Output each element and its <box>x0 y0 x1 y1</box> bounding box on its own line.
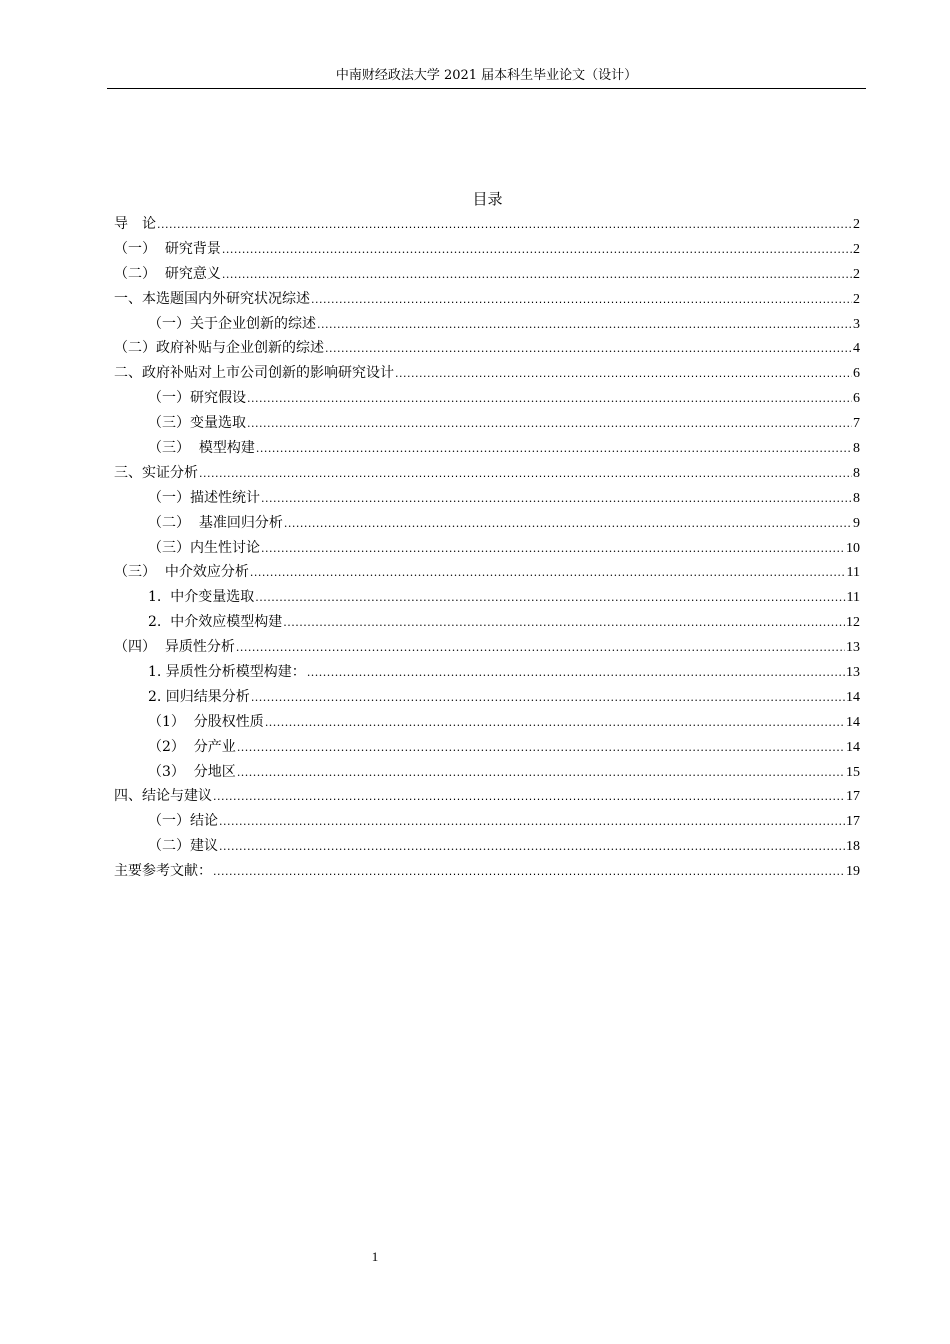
toc-entry-page: 11 <box>846 565 860 581</box>
toc-entry-page: 3 <box>853 316 860 332</box>
toc-leader-dots <box>311 288 852 313</box>
toc-entry-page: 19 <box>846 864 860 880</box>
toc-entry[interactable] <box>114 735 860 760</box>
toc-entry[interactable] <box>114 237 860 262</box>
toc-leader-dots <box>395 362 852 387</box>
toc-leader-dots <box>283 611 845 636</box>
toc-leader-dots <box>261 537 845 562</box>
toc-entry-label: （三） 中介效应分析 <box>114 564 249 581</box>
toc-entry[interactable] <box>114 287 860 312</box>
header-rule <box>107 88 866 89</box>
toc-entry-page: 2 <box>853 241 860 257</box>
toc-leader-dots <box>219 810 845 835</box>
toc-entry[interactable] <box>114 834 860 859</box>
toc-leader-dots <box>237 761 845 786</box>
toc-entry-page: 8 <box>853 441 860 457</box>
toc-leader-dots <box>261 487 852 512</box>
toc-entry-page: 17 <box>846 814 860 830</box>
toc-entry[interactable] <box>114 710 860 735</box>
toc-entry[interactable] <box>114 635 860 660</box>
toc-leader-dots <box>251 686 845 711</box>
toc-leader-dots <box>199 462 852 487</box>
toc-entry-label: （一）关于企业创新的综述 <box>148 315 316 332</box>
toc-entry-page: 18 <box>846 839 860 855</box>
toc-leader-dots <box>256 437 852 462</box>
toc-entry-page: 13 <box>846 640 860 656</box>
toc-entry[interactable] <box>114 809 860 834</box>
toc-entry-label: 2. 中介效应模型构建 <box>148 614 283 631</box>
toc-entry-label: （三）内生性讨论 <box>148 539 260 556</box>
toc-entry-page: 4 <box>853 341 860 357</box>
toc-entry-label: （1） 分股权性质 <box>148 713 264 730</box>
toc-leader-dots <box>247 412 852 437</box>
toc-entry[interactable] <box>114 336 860 361</box>
toc-entry-label: （三） 模型构建 <box>148 440 255 457</box>
toc-leader-dots <box>255 586 845 611</box>
toc-entry-label: 主要参考文献： <box>114 863 212 880</box>
toc-entry-label: （3） 分地区 <box>148 763 236 780</box>
toc-entry[interactable] <box>114 486 860 511</box>
toc-leader-dots <box>219 835 845 860</box>
toc-entry[interactable] <box>114 685 860 710</box>
toc-leader-dots <box>284 512 852 537</box>
toc-entry-label: （四） 异质性分析 <box>114 639 235 656</box>
toc-entry-label: （一）结论 <box>148 813 218 830</box>
toc-title: 目录 <box>472 190 503 208</box>
toc-entry-page: 11 <box>846 590 860 606</box>
toc-entry-label: （一）研究假设 <box>148 390 246 407</box>
toc-entry-page: 8 <box>853 465 860 481</box>
toc-entry-label: （二） 研究意义 <box>114 265 221 282</box>
toc-entry-page: 14 <box>846 739 860 755</box>
toc-entry-label: 1. 异质性分析模型构建： <box>148 664 306 681</box>
toc-entry-label: （一）描述性统计 <box>148 489 260 506</box>
toc-leader-dots <box>157 213 852 238</box>
toc-entry[interactable] <box>114 859 860 884</box>
toc-entry-label: （2） 分产业 <box>148 738 236 755</box>
toc-entry[interactable] <box>114 411 860 436</box>
toc-entry[interactable] <box>114 436 860 461</box>
toc-entry-label: 1. 中介变量选取 <box>148 589 255 606</box>
toc-leader-dots <box>325 337 852 362</box>
toc-entry-label: 导 论 <box>114 216 156 232</box>
toc-entry-label: （三）变量选取 <box>148 415 246 432</box>
toc-entry[interactable] <box>114 760 860 785</box>
toc-entry[interactable] <box>114 312 860 337</box>
toc-leader-dots <box>317 313 852 338</box>
toc-entry-label: （二）建议 <box>148 838 218 855</box>
toc-entry-page: 12 <box>846 615 860 631</box>
toc-entry[interactable] <box>114 536 860 561</box>
toc-entry-label: 三、实证分析 <box>114 464 198 481</box>
toc-leader-dots <box>237 736 845 761</box>
toc-entry-page: 8 <box>853 490 860 506</box>
toc-entry-page: 17 <box>846 789 860 805</box>
toc-entry-page: 14 <box>846 689 860 705</box>
toc-leader-dots <box>213 785 845 810</box>
toc-entry[interactable] <box>114 660 860 685</box>
toc-entry-page: 10 <box>846 540 860 556</box>
toc-entry[interactable] <box>114 560 860 585</box>
toc-entry-page: 14 <box>846 714 860 730</box>
toc-entry-label: （二） 基准回归分析 <box>148 514 283 531</box>
toc-entry-page: 6 <box>853 366 860 382</box>
toc-leader-dots <box>236 636 845 661</box>
toc-leader-dots <box>307 661 845 686</box>
toc-entry[interactable] <box>114 511 860 536</box>
toc-entry-page: 6 <box>853 391 860 407</box>
toc-leader-dots <box>250 561 846 586</box>
toc-leader-dots <box>247 387 852 412</box>
toc-entry[interactable] <box>114 585 860 610</box>
toc-entry-page: 2 <box>853 291 860 307</box>
toc-leader-dots <box>222 263 852 288</box>
toc-entry[interactable] <box>114 461 860 486</box>
toc-entry[interactable] <box>114 386 860 411</box>
toc-leader-dots <box>222 238 852 263</box>
table-of-contents <box>114 212 860 884</box>
toc-entry-page: 2 <box>853 266 860 282</box>
toc-entry[interactable] <box>114 262 860 287</box>
toc-entry[interactable] <box>114 212 860 237</box>
toc-entry[interactable] <box>114 361 860 386</box>
toc-entry-label: （一） 研究背景 <box>114 240 221 257</box>
toc-leader-dots <box>265 711 845 736</box>
toc-leader-dots <box>213 860 845 885</box>
page-header: 中南财经政法大学 2021 届本科生毕业论文（设计） <box>335 68 638 83</box>
toc-entry-label: （二）政府补贴与企业创新的综述 <box>114 340 324 357</box>
toc-entry-page: 13 <box>846 665 860 681</box>
toc-entry-page: 2 <box>853 217 860 232</box>
toc-entry-page: 7 <box>853 416 860 432</box>
page-number: 1 <box>371 1249 379 1264</box>
toc-entry-page: 9 <box>853 515 860 531</box>
toc-entry-label: 2. 回归结果分析 <box>148 688 250 705</box>
toc-entry[interactable] <box>114 784 860 809</box>
toc-entry-label: 四、结论与建议 <box>114 788 212 805</box>
toc-entry-label: 二、政府补贴对上市公司创新的影响研究设计 <box>114 365 394 382</box>
toc-entry-label: 一、本选题国内外研究状况综述 <box>114 290 310 307</box>
toc-entry[interactable] <box>114 610 860 635</box>
toc-entry-page: 15 <box>846 764 860 780</box>
